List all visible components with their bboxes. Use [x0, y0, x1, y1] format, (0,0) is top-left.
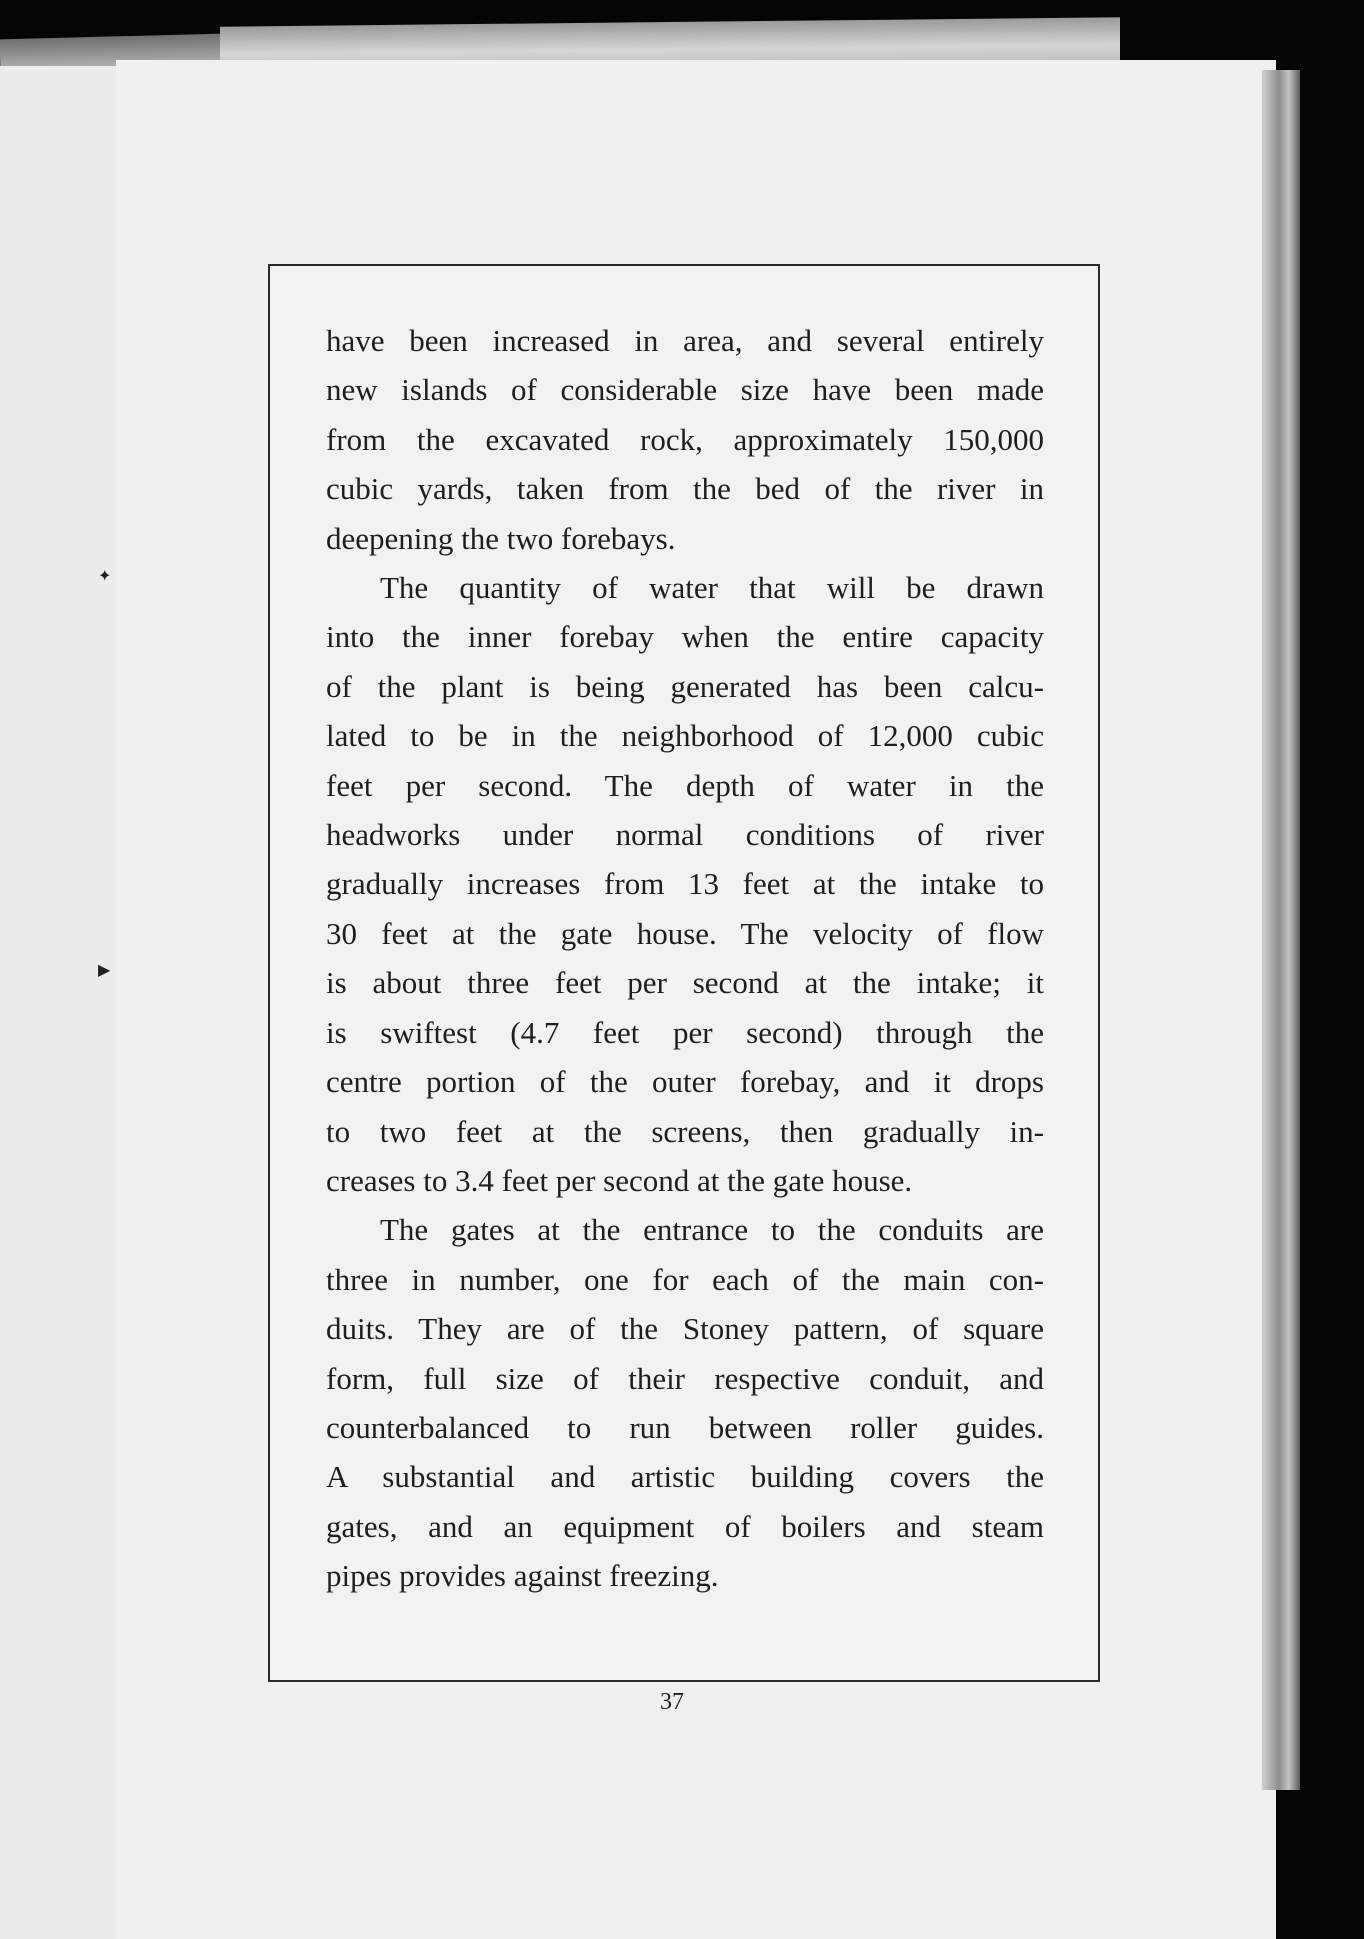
text-line: lated to be in the neighborhood of 12,000 cubic	[326, 718, 1044, 754]
left-page-margin	[0, 66, 120, 1939]
body-text	[326, 316, 1044, 1601]
text-frame	[268, 264, 1100, 1682]
text-line: is about three feet per second at the intake; it	[326, 965, 1044, 1001]
text-line: A substantial and artistic building covers the	[326, 1459, 1044, 1495]
text-line: gates, and an equipment of boilers and steam	[326, 1508, 1044, 1544]
margin-mark: ✦	[98, 566, 112, 585]
text-line: pipes provides against freezing.	[326, 1558, 719, 1594]
margin-mark: ▶	[98, 960, 111, 979]
text-line: 30 feet at the gate house. The velocity of flow	[326, 915, 1044, 951]
text-line: counterbalanced to run between roller guides.	[326, 1409, 1044, 1445]
text-line: three in number, one for each of the main con-	[326, 1261, 1044, 1297]
text-line: feet per second. The depth of water in the	[326, 767, 1044, 803]
text-line: into the inner forebay when the entire capacity	[326, 619, 1044, 655]
text-line: from the excavated rock, approximately 150,000	[326, 421, 1044, 457]
text-line: have been increased in area, and several entirely	[326, 323, 1044, 358]
text-line: to two feet at the screens, then gradually in-	[326, 1113, 1044, 1149]
text-line: of the plant is being generated has been calcu-	[326, 668, 1044, 704]
text-line: The quantity of water that will be drawn	[380, 570, 1044, 606]
text-line: headworks under normal conditions of river	[326, 817, 1044, 853]
text-line: is swiftest (4.7 feet per second) through the	[326, 1014, 1044, 1050]
text-line: form, full size of their respective conduit, and	[326, 1360, 1044, 1396]
text-line: duits. They are of the Stoney pattern, of square	[326, 1311, 1044, 1347]
text-line: The gates at the entrance to the conduits are	[380, 1212, 1044, 1248]
page-stack-edge	[1262, 70, 1300, 1790]
text-line: deepening the two forebays.	[326, 520, 676, 556]
text-line: creases to 3.4 feet per second at the gate house.	[326, 1162, 913, 1198]
text-line: new islands of considerable size have been made	[326, 372, 1044, 408]
page-number: 37	[660, 1689, 684, 1715]
text-line: cubic yards, taken from the bed of the river in	[326, 471, 1044, 507]
text-line: centre portion of the outer forebay, and it drops	[326, 1064, 1044, 1100]
text-line: gradually increases from 13 feet at the intake to	[326, 866, 1044, 902]
